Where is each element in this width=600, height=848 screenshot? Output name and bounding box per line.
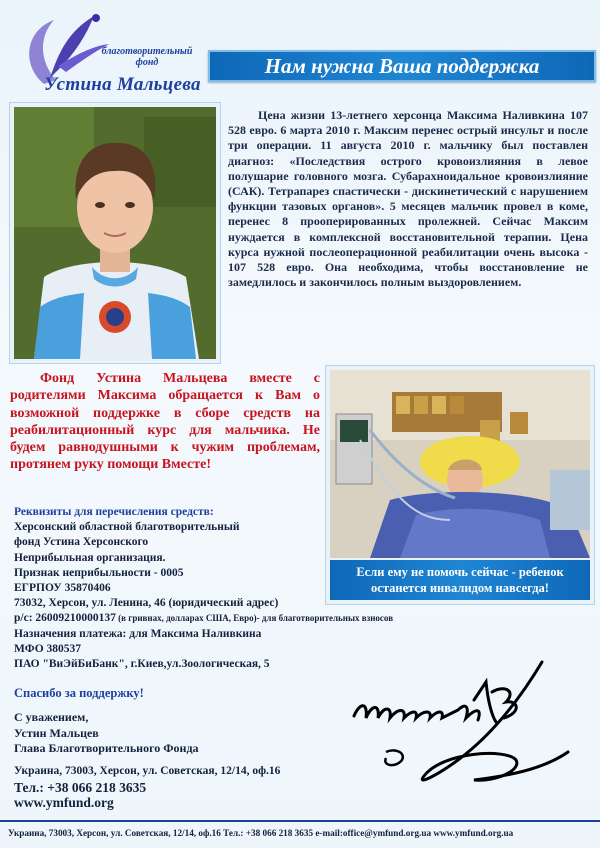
requisites-line: Херсонский областной благотворительный (14, 521, 240, 534)
boy-portrait-image (14, 107, 216, 359)
requisites-line: фонд Устина Херсонского (14, 536, 149, 549)
contacts-block (14, 764, 280, 811)
boy-portrait-photo (10, 103, 220, 363)
contact-website-link[interactable]: www.ymfund.org (14, 795, 114, 810)
contact-phone[interactable]: Тел.: +38 066 218 3635 (14, 779, 147, 795)
signer-title: Глава Благотворительного Фонда (14, 741, 199, 755)
requisites-line (14, 611, 394, 626)
requisites-title: Реквизиты для перечисления средств: (14, 506, 214, 518)
requisites-line: Назначения платежа: для Максима Наливкина (14, 627, 262, 640)
appeal-paragraph: Фонд Устина Мальцева вместе с родителями Максима обращается к Вам о возможной поддержке в сборе средств на реабилитационный курс для мальчика. Не будем равнодушными к чужим проблемам, протянем руку помощи Вместе! (10, 371, 320, 473)
contact-address: Украина, 73003, Херсон, ул. Советская, 12/14, оф.16 (14, 765, 281, 777)
hospital-image (330, 370, 590, 558)
thanks-text: Спасибо за поддержку! (14, 686, 144, 700)
regards-block (14, 710, 199, 757)
logo-name: Устина Мальцева (44, 74, 201, 95)
story-paragraph: Цена жизни 13-летнего херсонца Максима Наливкина 107 528 евро. 6 марта 2010 г. Максим перенес острый инсульт и после три операции. 11 августа 2010 г. мальчику был поставлен диагноз: «Последствия острого кровоизлияния в левое полушарие головного мозга. Субарахноидальное кровоизлияние (САК). Тетрапарез спастически - дискинетический с нарушением функции тазовых органов». 5 месяцев мальчик провел в коме, перенес 8 прооперированных пролежней. Сейчас Максим нуждается в комплексной восстановительной терапии. Цена курса нужной послеоперационной реабилитации очень высока - 107 528 евро. Она необходима, чтобы восстановление не замедлилось и закончилось полным выздоровлением. (228, 108, 588, 290)
hospital-photo (326, 366, 594, 604)
requisites-line: ЕГРПОУ 35870406 (14, 582, 111, 595)
logo (14, 6, 204, 98)
photo-caption: Если ему не помочь сейчас - ребенок останется инвалидом навсегда! (330, 560, 590, 600)
signer-name: Устин Мальцев (14, 725, 99, 740)
logo-subtitle: благотворительный фонд (101, 46, 193, 68)
footer-contacts: Украина, 73003, Херсон, ул. Советская, 12/14, оф.16 Тел.: +38 066 218 3635 e-mail:office@ymfund.org.ua www.ymfund.org.ua (8, 828, 514, 838)
header-banner: Нам нужна Ваша поддержка (208, 50, 596, 82)
account-note: (в гривнах, долларах США, Евро)- для благотворительных взносов (115, 613, 394, 624)
handwritten-signature (346, 652, 586, 802)
requisites-line: Неприбыльная организация. (14, 551, 166, 564)
footer-divider (0, 820, 600, 822)
account-number: р/с: 26009210000137 (14, 612, 116, 625)
bank-requisites (14, 505, 394, 672)
regards-line: С уважением, (14, 710, 89, 724)
requisites-line: ПАО "ВиЭйБиБанк", г.Киев,ул.Зоологическая, 5 (14, 658, 270, 671)
requisites-line: 73032, Херсон, ул. Ленина, 46 (юридический адрес) (14, 597, 279, 610)
requisites-line: МФО 380537 (14, 642, 82, 655)
requisites-line: Признак неприбыльности - 0005 (14, 566, 184, 579)
